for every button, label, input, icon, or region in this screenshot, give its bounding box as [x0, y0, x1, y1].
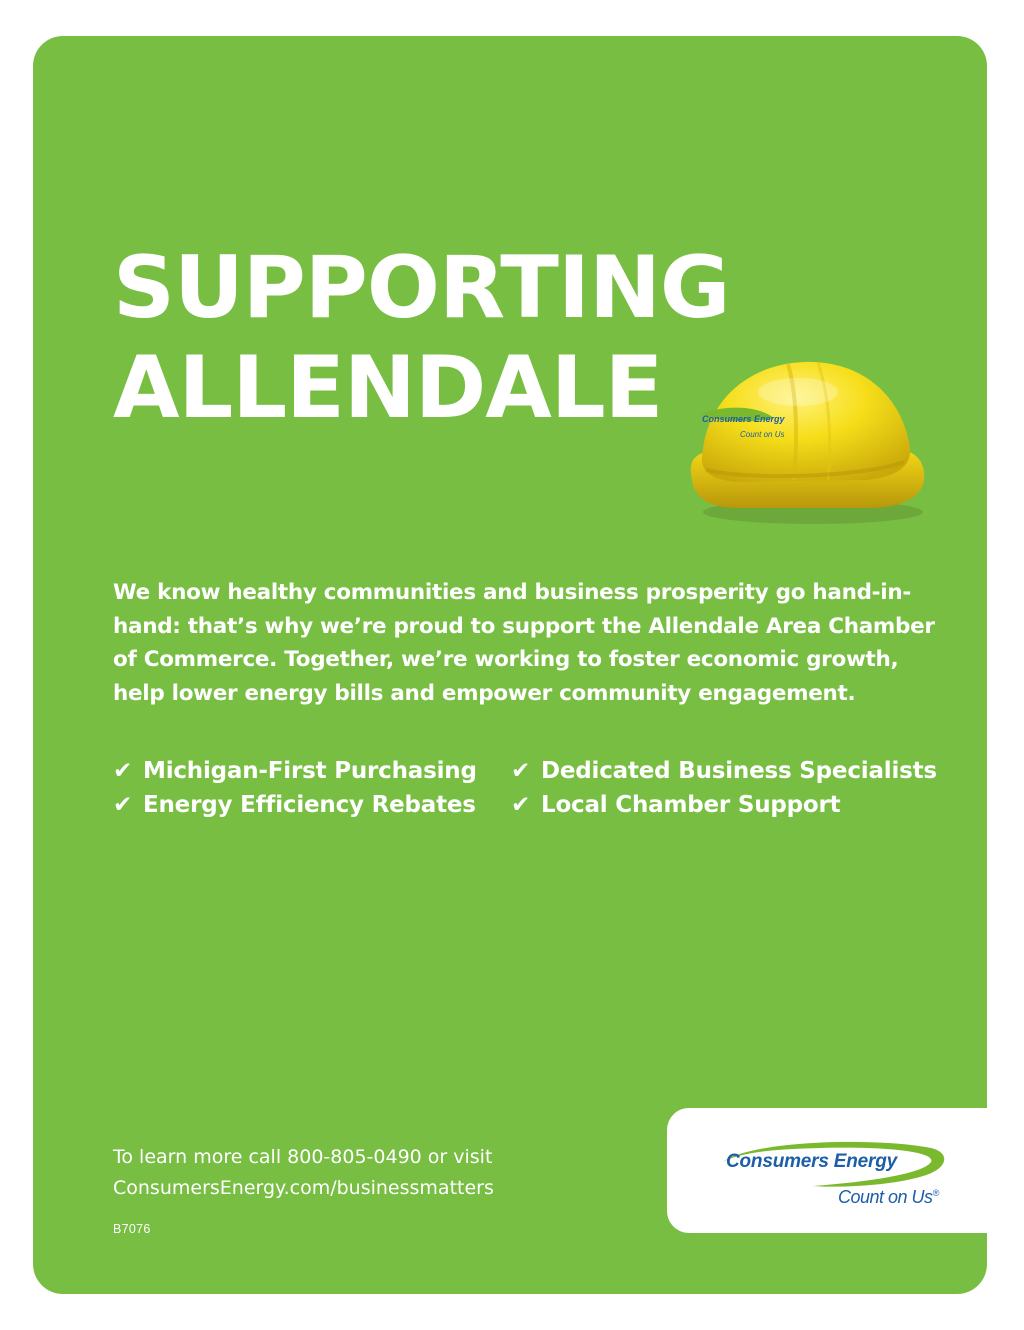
document-code: B7076	[113, 1222, 151, 1236]
benefit-dedicated-business-specialists	[511, 754, 937, 788]
logo-tagline-text: Count on Us	[838, 1187, 933, 1207]
benefit-energy-efficiency-rebates	[113, 788, 476, 822]
headline-line-1: SUPPORTING	[113, 238, 730, 338]
logo-brand-name: Consumers Energy	[726, 1151, 898, 1172]
benefit-label: Dedicated Business Specialists	[541, 758, 937, 784]
contact-info	[113, 1142, 494, 1204]
checkmark-icon: ✔	[113, 758, 133, 784]
consumers-energy-logo	[667, 1108, 1007, 1233]
checkmark-icon: ✔	[511, 792, 531, 818]
benefit-michigan-first-purchasing	[113, 754, 477, 788]
headline-line-2: ALLENDALE	[113, 338, 663, 438]
benefit-label: Local Chamber Support	[541, 792, 841, 818]
yellow-hard-hat-icon	[678, 352, 928, 532]
logo-tagline	[838, 1187, 939, 1208]
benefit-label: Energy Efficiency Rebates	[143, 792, 476, 818]
benefits-list	[113, 754, 953, 824]
helmet-tagline: Count on Us	[740, 430, 785, 439]
contact-website-line: ConsumersEnergy.com/businessmatters	[113, 1177, 494, 1199]
checkmark-icon: ✔	[113, 792, 133, 818]
headline	[113, 238, 730, 438]
contact-phone-line: To learn more call 800-805-0490 or visit	[113, 1146, 493, 1168]
helmet-brand: Consumers Energy	[702, 414, 785, 424]
benefit-label: Michigan-First Purchasing	[143, 758, 477, 784]
intro-paragraph: We know healthy communities and business prosperity go hand-in-hand: that’s why we’re proud to support the Allendale Area Chamber of Commerce. Together, we’re working to foster economic growth, help lower energy bills and empower community engagement.	[113, 580, 935, 706]
benefit-local-chamber-support	[511, 788, 840, 822]
registered-mark: ®	[932, 1188, 939, 1198]
checkmark-icon: ✔	[511, 758, 531, 784]
